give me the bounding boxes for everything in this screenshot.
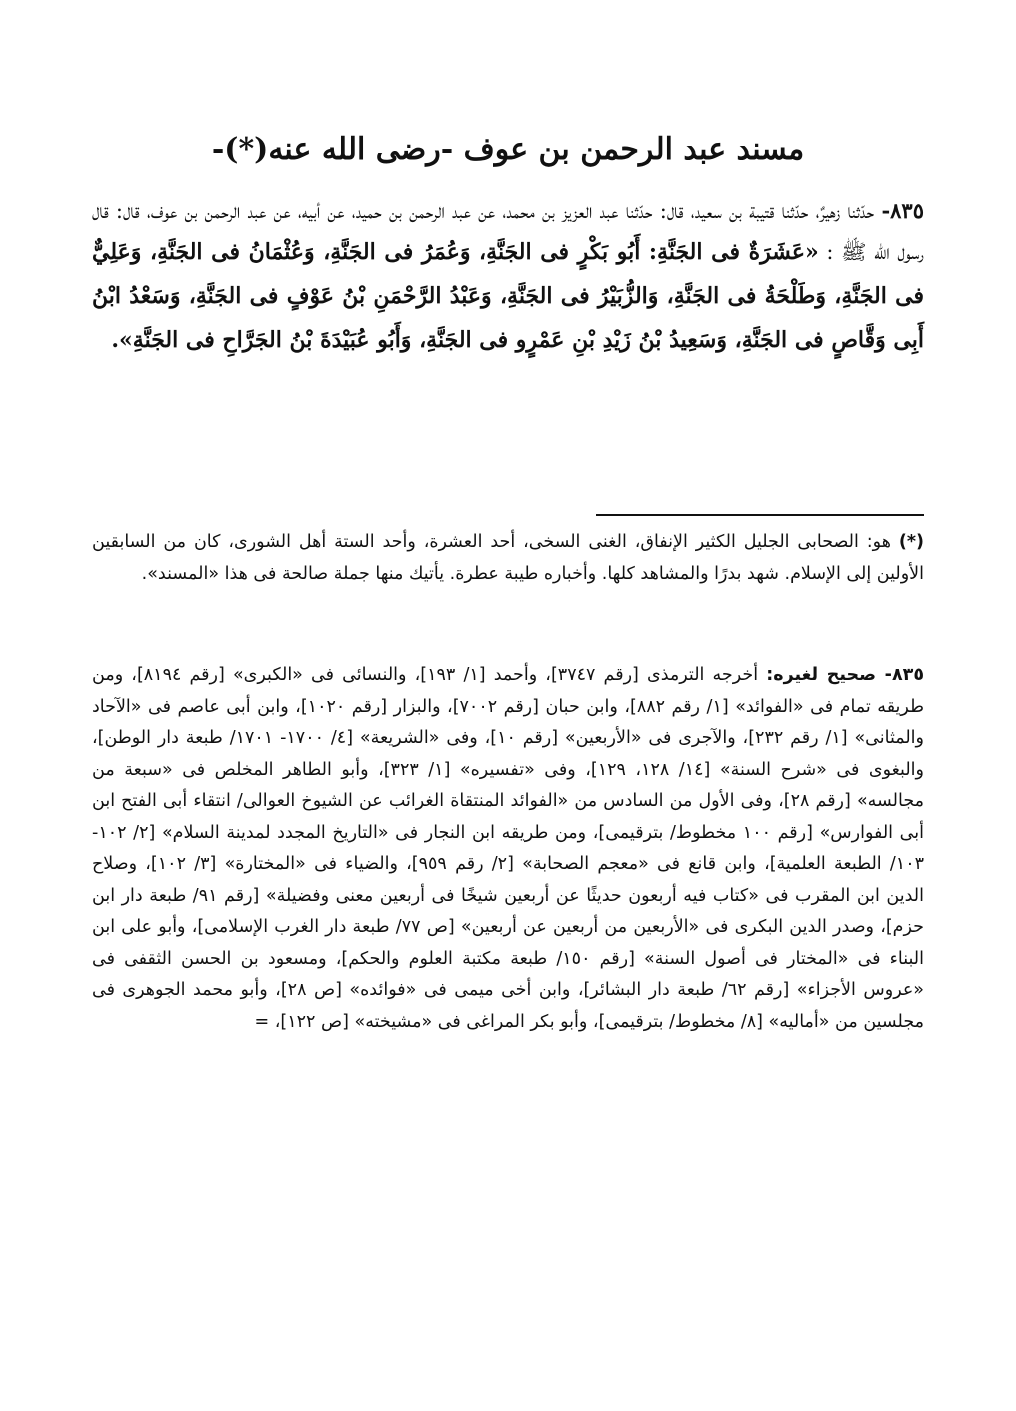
footnote-takhrij-label: ٨٣٥- صحيح لغيره:: [766, 665, 924, 685]
footnote-separator: [596, 514, 924, 516]
footnote-star-text: هو: الصحابى الجليل الكثير الإنفاق، الغنى السخى، أحد العشرة، وأحد الستة أهل الشورى، كان من السابقين الأولين إلى الإسلام. شهد بدرًا والمشاهد كلها. وأخباره طيبة عطرة. يأتيك منها جملة صالحة فى هذا «المسند».: [92, 532, 924, 584]
page-title: مسند عبد الرحمن بن عوف -رضى الله عنه(*)-: [211, 132, 805, 167]
footnote-takhrij: [92, 660, 924, 1038]
hadith-isnad: حدّثنا زهيرٌ، حدّثنا قتيبة بن سعيد، قال: حدّثنا عبد العزيز بن محمد، عن عبد الرحمن بن حميد، عن أبيه، عن عبد الرحمن بن عوف، قال: قال رسول اللّه ﷺ :: [92, 199, 924, 264]
footnote-star-label: (*): [898, 532, 924, 552]
footnote-takhrij-text: أخرجه الترمذى [رقم ٣٧٤٧]، وأحمد [١/ ١٩٣]، والنسائى فى «الكبرى» [رقم ٨١٩٤]، ومن طريقه تمام فى «الفوائد» [١/ رقم ٨٨٢]، وابن حبان [رقم ٧٠٠٢]، والبزار [رقم ١٠٢٠]، وابن أبى عاصم فى «الآحاد والمثانى» [١/ رقم ٢٣٢]، والآجرى فى «الأربعين» [رقم ١٠]، وفى «الشريعة» [٤/ ١٧٠٠- ١٧٠١/ طبعة دار الوطن]، والبغوى فى «شرح السنة» [١٤/ ١٢٨، ١٢٩]، وفى «تفسيره» [١/ ٣٢٣]، وأبو الطاهر المخلص فى «سبعة من مجالسه» [رقم ٢٨]، وفى الأول من السادس من «الفوائد المنتقاة الغرائب عن الشيوخ العوالى/ انتقاء أبى الفتح ابن أبى الفوارس» [رقم ١٠٠ مخطوط/ بترقيمى]، ومن طريقه ابن النجار فى «التاريخ المجدد لمدينة السلام» [٢/ ١٠٢- ١٠٣/ الطبعة العلمية]، وابن قانع فى «معجم الصحابة» [٢/ رقم ٩٥٩]، والضياء فى «المختارة» [٣/ ١٠٢]، وصلاح الدين ابن المقرب فى «كتاب فيه أربعون حديثًا عن أربعين شيخًا فى أربعين معنى وفضيلة» [رقم ٩١/ طبعة دار ابن حزم]، وصدر الدين البكرى فى «الأربعين من أربعين عن أربعين» [ص ٧٧/ طبعة دار الغرب الإسلامى]، وأبو على ابن البناء فى «المختار فى أصول السنة» [رقم ١٥٠/ طبعة مكتبة العلوم والحكم]، ومسعود بن الحسن الثقفى فى «عروس الأجزاء» [رقم ٦٢/ طبعة دار البشائر]، وابن أخى ميمى فى «فوائده» [ص ٢٨]، وأبو محمد الجوهرى فى مجلسين من «أماليه» [٨/ مخطوط/ بترقيمى]، وأبو بكر المراغى فى «مشيخته» [ص ١٢٢]، =: [92, 665, 925, 1032]
hadith-number: ٨٣٥-: [881, 198, 924, 223]
hadith-body: [92, 192, 924, 362]
footnote-star: [92, 527, 924, 590]
hadith-matn: «عَشَرَةٌ فى الجَنَّةِ: أَبُو بَكْرٍ فى الجَنَّةِ، وَعُمَرُ فى الجَنَّةِ، وَعُثْمَانُ فى الجَنَّةِ، وَعَلِيٌّ فى الجَنَّةِ، وَطَلْحَةُ فى الجَنَّةِ، وَالزُّبَيْرُ فى الجَنَّةِ، وَعَبْدُ الرَّحْمَنِ بْنُ عَوْفٍ فى الجَنَّةِ، وَسَعْدُ ابْنُ أَبِى وَقَّاصٍ فى الجَنَّةِ، وَسَعِيدُ بْنُ زَيْدِ بْنِ عَمْرٍو فى الجَنَّةِ، وَأَبُو عُبَيْدَةَ بْنُ الجَرَّاحِ فى الجَنَّةِ».: [92, 239, 924, 353]
